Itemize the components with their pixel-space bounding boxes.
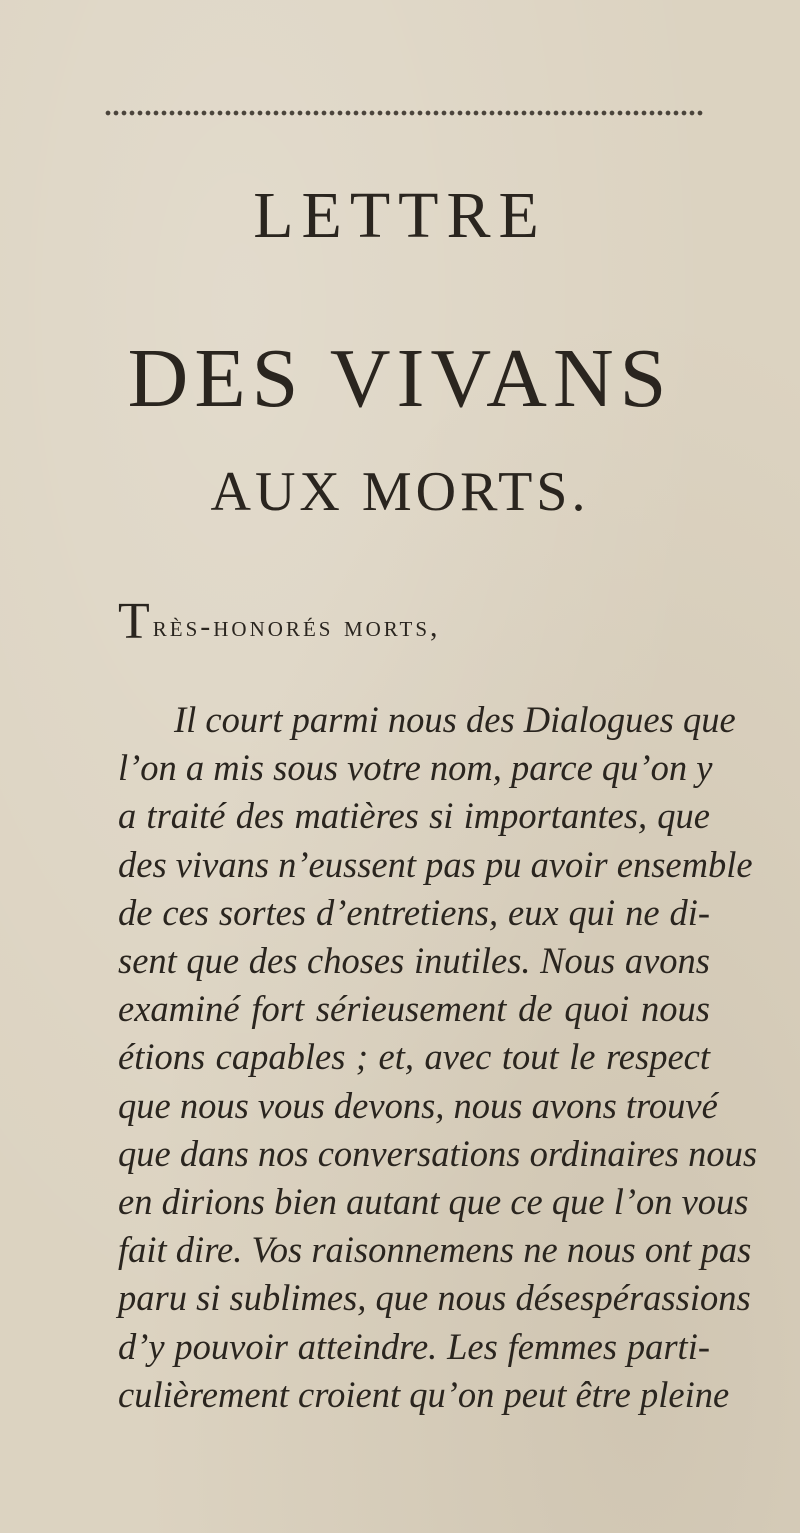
text-line: que dans nos conversations ordinaires nous: [118, 1132, 758, 1174]
title-line-lettre: LETTRE: [253, 179, 547, 252]
text-line: culièrement croient qu’on peut être pleine: [118, 1373, 730, 1415]
text-line: l’on a mis sous votre nom, parce qu’on y: [118, 747, 713, 789]
title-line-des-vivans: DES VIVANS: [127, 332, 673, 425]
text-line: Il court parmi nous des Dialogues que: [174, 699, 736, 740]
text-line: d’y pouvoir atteindre. Les femmes parti-: [118, 1325, 710, 1367]
text-line: a traité des matières si importantes, que: [118, 795, 710, 837]
salutation-initial: T: [118, 593, 153, 650]
text-line: que nous vous devons, nous avons trouvé: [118, 1084, 718, 1126]
text-line: fait dire. Vos raisonnemens ne nous ont pas: [118, 1229, 752, 1271]
text-line: étions capables ; et, avec tout le respect: [118, 1036, 710, 1078]
body-paragraph: [118, 696, 758, 1419]
text-line: sent que des choses inutiles. Nous avons: [118, 940, 710, 982]
salutation: [118, 593, 441, 650]
title-line-aux-morts: AUX MORTS.: [210, 461, 590, 523]
text-line: paru si sublimes, que nous désespérassions: [118, 1277, 751, 1319]
text-line: des vivans n’eussent pas pu avoir ensemble: [118, 843, 753, 885]
salutation-text: rès-honorés morts,: [152, 610, 441, 643]
text-line: examiné fort sérieusement de quoi nous: [118, 988, 710, 1030]
ornamental-rule: [104, 108, 704, 118]
text-line: en dirions bien autant que ce que l’on vous: [118, 1181, 749, 1223]
text-line: de ces sortes d’entretiens, eux qui ne di-: [118, 891, 710, 933]
